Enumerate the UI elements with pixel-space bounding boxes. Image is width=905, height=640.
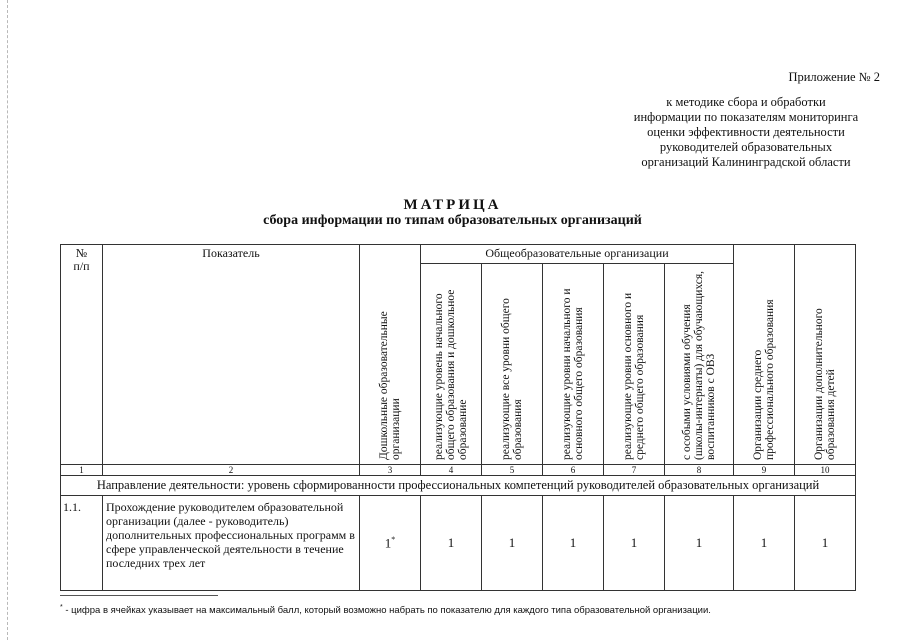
- header-all-levels: [482, 264, 543, 465]
- header-additional-education: [795, 245, 856, 465]
- margin-guide-line: [7, 0, 8, 640]
- row-value: 1: [421, 496, 482, 591]
- footnote-mark: *: [60, 604, 63, 611]
- direction-row: [61, 476, 856, 496]
- column-number: 2: [103, 465, 360, 476]
- header-general-education-group: Общеобразовательные организации: [421, 245, 734, 264]
- document-subtitle: сбора информации по типам образовательных организаций: [263, 213, 642, 228]
- row-index: 1.1.: [61, 496, 103, 591]
- header-primary-and-basic: [543, 264, 604, 465]
- row-indicator: Прохождение руководителем образовательной организации (далее - руководитель) дополнительных профессиональных программ в сфере управленческой деятельности в течение последних трех лет: [103, 496, 360, 591]
- row-value: 1: [795, 496, 856, 591]
- column-number: 4: [421, 465, 482, 476]
- row-value: 1: [604, 496, 665, 591]
- header-text: Дошкольные образовательные организации: [378, 311, 402, 460]
- footnote-text: - цифра в ячейках указывает на максимальный балл, который возможно набрать по показателю для каждого типа образовательной организации.: [62, 605, 711, 617]
- column-number: 1: [61, 465, 103, 476]
- table-row: [61, 496, 856, 591]
- footnote-mark: *: [391, 534, 396, 544]
- header-text: Организации среднего профессионального образования: [752, 299, 777, 460]
- appendix-line: информации по показателям мониторинга: [633, 110, 859, 124]
- appendix-line: организаций Калининградской области: [641, 155, 851, 169]
- header-primary-and-preschool: [421, 264, 482, 465]
- header-text: реализующие уровень начального общего образования и дошкольное образование: [433, 289, 469, 460]
- column-number: 8: [665, 465, 734, 476]
- column-number: 10: [795, 465, 856, 476]
- appendix-line: оценки эффективности деятельности: [647, 125, 845, 139]
- footnote: [60, 604, 711, 616]
- document-title: МАТРИЦА: [403, 197, 502, 213]
- footnote-divider: [60, 595, 218, 596]
- appendix-line: руководителей образовательных: [659, 140, 833, 154]
- matrix-table: [60, 244, 856, 591]
- column-number: 3: [360, 465, 421, 476]
- header-text: с особыми условиями обучения (школы-интернаты) для обучающихся, воспитанников с ОВЗ: [681, 270, 717, 460]
- header-preschool: [360, 245, 421, 465]
- header-number: № п/п: [61, 245, 103, 465]
- header-indicator: Показатель: [103, 245, 360, 465]
- row-value: 1: [665, 496, 734, 591]
- row-value: 1: [482, 496, 543, 591]
- header-special-needs: [665, 264, 734, 465]
- value-text: 1: [384, 535, 392, 551]
- header-text: реализующие уровни начального и основного общего образования: [561, 288, 585, 460]
- column-number: 5: [482, 465, 543, 476]
- row-value: 1: [734, 496, 795, 591]
- header-text: реализующие уровни основного и среднего общего образования: [622, 292, 646, 460]
- header-basic-and-secondary: [604, 264, 665, 465]
- column-number-row: [61, 465, 856, 476]
- row-value: 1: [543, 496, 604, 591]
- row-value-preschool: [360, 496, 421, 591]
- direction-text: Направление деятельности: уровень сформированности профессиональных компетенций руководителей образовательных организаций: [61, 476, 856, 496]
- appendix-label: Приложение № 2: [788, 70, 880, 84]
- header-vocational: [734, 245, 795, 465]
- header-text: Организации дополнительного образования детей: [813, 308, 838, 460]
- column-number: 6: [543, 465, 604, 476]
- appendix-description: [612, 95, 880, 170]
- header-text: реализующие все уровни общего образования: [500, 298, 524, 460]
- appendix-line: к методике сбора и обработки: [666, 95, 826, 109]
- column-number: 9: [734, 465, 795, 476]
- column-number: 7: [604, 465, 665, 476]
